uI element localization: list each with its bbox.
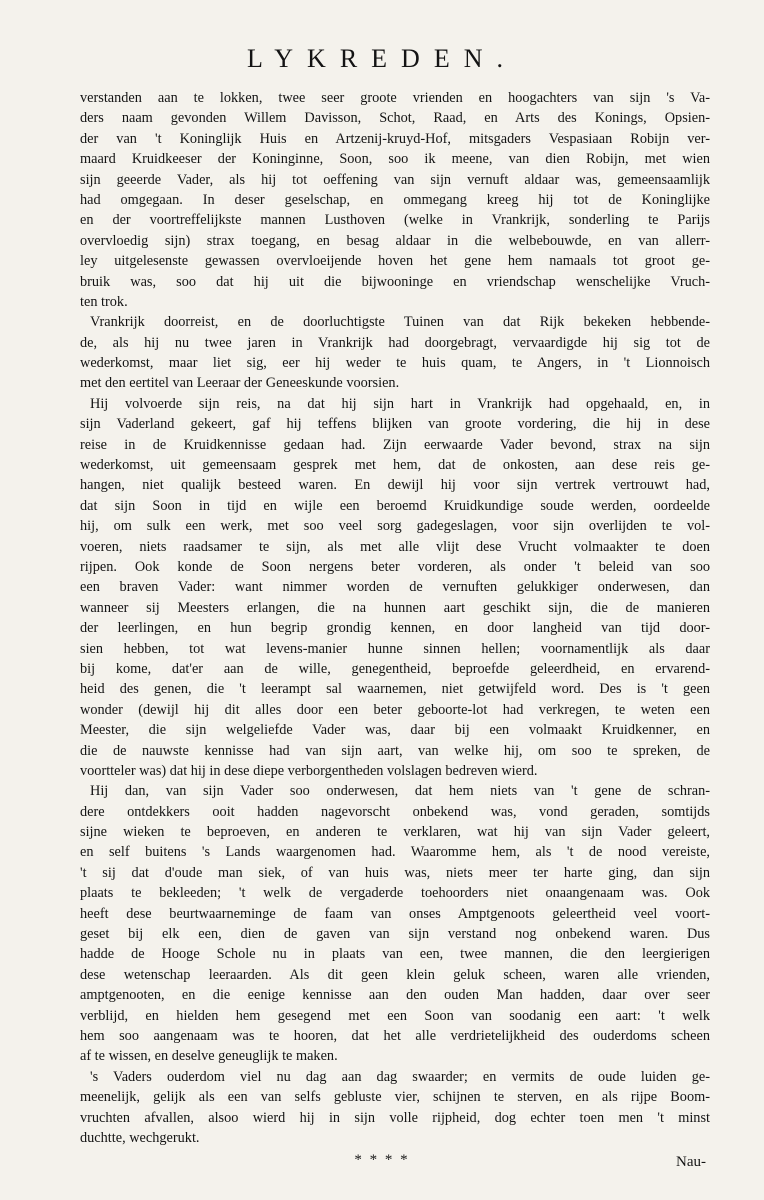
text-line: duchtte, wechgerukt. [80, 1129, 200, 1146]
text-line: dere ontdekkers ooit hadden nagevorscht onbekend was, vond geraden, somtijds [80, 803, 710, 820]
text-line: Vrankrijk doorreist, en de doorluchtigste Tuinen van dat Rijk bekeken hebbende- [90, 314, 710, 331]
text-line: die de nauwste kennisse had van sijn aart, van welke hij, om soo te spreken, de [80, 742, 710, 759]
text-line: ders naam gevonden Willem Davisson, Schot, Raad, en Arts des Konings, Opsien- [80, 110, 710, 127]
text-line: 't sij dat d'oude man siek, of van huis was, niets meer ter harte ging, dan sijn [80, 864, 710, 881]
text-line: Meester, die sijn welgeliefde Vader was, daar bij een volmaakt Kruidkenner, en [80, 722, 710, 739]
text-line: bruik was, soo dat hij uit die bijwooninge en vriendschap wenschelijke Vruch- [80, 273, 710, 290]
text-line: bij kome, dat'er aan de wille, genegentheid, beproefde geleerdheid, en ervarend- [80, 660, 710, 677]
text-line: Hij dan, van sijn Vader soo onderwesen, dat hem niets van 't gene de schran- [90, 783, 710, 800]
text-line: hangen, niet qualijk besteed waren. En dewijl hij voor sijn vertrek vertrouwt had, [80, 477, 710, 494]
text-line: een braven Vader: want nimmer worden de vernuften gelukkiger onderwesen, dan [80, 579, 710, 596]
text-line: en self buitens 's Lands waargenomen had. Waaromme hem, als 't de nood vereiste, [80, 844, 710, 861]
text-line: der leerlingen, en hun begrip grondig kennen, en door langheid van tijd door- [80, 620, 710, 637]
text-line: 's Vaders ouderdom viel nu dag aan dag swaarder; en vermits de oude luiden ge- [90, 1068, 710, 1085]
signature-mark: * * * * [354, 1152, 410, 1168]
text-line: sijne wieken te beproeven, en anderen te verklaren, wat hij van sijn Vader geleert, [80, 824, 710, 841]
text-line: verblijd, en hielden hem gesegend met een Soon van soodanig een aart: 't welk [80, 1007, 710, 1024]
text-line: rijpen. Ook konde de Soon nergens beter vorderen, als onder 't beleid van soo [80, 558, 710, 575]
text-line: wonder (dewijl hij dit alles door een beter geboorte-lot had verkregen, te weten een [80, 701, 710, 718]
paragraph [80, 312, 710, 394]
text-line: reise in de Kruidkennisse gedaan had. Zijn eerwaarde Vader bevond, strax na sijn [80, 436, 710, 453]
text-line: meenelijk, gelijk als een van selfs gebluste vier, schijnen te sterven, en als rijpe Boom- [80, 1089, 710, 1106]
text-line: dese wetenschap leeraarden. Als dit geen klein geluk scheen, waren alle vrienden, [80, 966, 710, 983]
paragraph [80, 1067, 710, 1149]
body-text [80, 88, 710, 1148]
text-line: voortteler was) dat hij in dese diepe verborgentheden volslagen bedreven wierd. [80, 762, 538, 779]
text-line: plaats te bekleeden; 't welk de vergaderde toehoorders niet onaangenaam was. Ook [80, 885, 710, 902]
text-line: dat sijn Soon in tijd en wijle een beroemd Kruidkundige soude werden, oordeelde [80, 497, 710, 514]
text-line: hem soo aangenaam was te hooren, dat het alle verdrietelijkheid des ouderdoms scheen [80, 1027, 710, 1044]
catchword: Nau- [676, 1154, 706, 1170]
text-line: sien hebben, tot wat levens-manier hunne sinnen hellen; voornamentlijk als daar [80, 640, 710, 657]
text-line: maard Kruidkeeser der Koninginne, Soon, soo ik meene, van dien Robijn, met wien [80, 151, 710, 168]
text-line: voeren, niets raadsamer te sijn, als met alle vlijt dese Vrucht volmaakter te doen [80, 538, 710, 555]
text-line: hij, om sulk een werk, met soo veel sorg gadegeslagen, voor sijn overlijden te vol- [80, 518, 710, 535]
text-line: had omgegaan. In deser geselschap, en ommegang kreeg hij tot de Koninglijke [80, 191, 710, 208]
text-line: geset bij elk een, dien de gaven van sijn verstand nog onbekend waren. Dus [80, 926, 710, 943]
text-line: amptgenooten, en die eenige kennisse aan den ouden Man hadden, daar over seer [80, 987, 710, 1004]
text-line: ten trok. [80, 293, 128, 310]
text-line: en der voortreffelijkste mannen Lusthoven (welke in Vrankrijk, sonderling te Parijs [80, 212, 710, 229]
text-line: sijn geeerde Vader, als hij tot oeffening van sijn vernuft aldaar was, gemeensaamlijk [80, 171, 710, 188]
text-line: heid des genen, die 't leerampt sal waarnemen, niet getwijfeld word. Des is 't geen [80, 681, 710, 698]
text-line: vruchten afvallen, alsoo wierd hij in sijn volle rijpheid, dog echter toen men 't minst [80, 1109, 710, 1126]
paragraph [80, 781, 710, 1066]
paragraph [80, 394, 710, 781]
text-line: de, als hij nu twee jaren in Vrankrijk had doorgebragt, vervaardigde hij sig tot de [80, 334, 710, 351]
text-line: af te wissen, en deselve geneuglijk te maken. [80, 1048, 338, 1065]
text-line: sijn Vaderland gekeert, gaf hij teffens blijken van groote vordering, die hij in dese [80, 416, 710, 433]
text-line: hadde de Hooge Schole nu in plaats van een, twee mannen, die den leergierigen [80, 946, 710, 963]
text-line: verstanden aan te lokken, twee seer groote vrienden en hoogachters van sijn 's Va- [80, 90, 710, 106]
paragraph [80, 88, 710, 312]
text-line: wanneer sij Meesters erlangen, die na hunnen aart geschikt sijn, die de manieren [80, 599, 710, 616]
text-line: der van 't Koninglijk Huis en Artzenij-kruyd-Hof, mitsgaders Vespasiaan Robijn ver- [80, 130, 710, 147]
text-line: wederkomst, maar liet sig, eer hij weder te huis quam, te Angers, in 't Lionnoisch [80, 355, 710, 372]
text-line: ley uitgelesenste gewassen overvloeijende hoven het gene hem namaals tot groot ge- [80, 253, 710, 270]
text-line: Hij volvoerde sijn reis, na dat hij sijn hart in Vrankrijk had opgehaald, en, in [90, 395, 710, 412]
running-head: LYKREDEN. [247, 44, 517, 73]
text-line: met den eertitel van Leeraar der Geneeskunde voorsien. [80, 375, 400, 392]
text-line: overvloedig sijn) strax toegang, en besag aldaar in die welbebouwde, en van allerr- [80, 232, 710, 249]
text-line: heeft dese beurtwaarneminge de faam van onses Amptgenoots geleertheid veel voort- [80, 905, 710, 922]
text-line: wederkomst, uit gemeensaam gesprek met hem, dat de onkosten, aan dese reis ge- [80, 457, 710, 474]
